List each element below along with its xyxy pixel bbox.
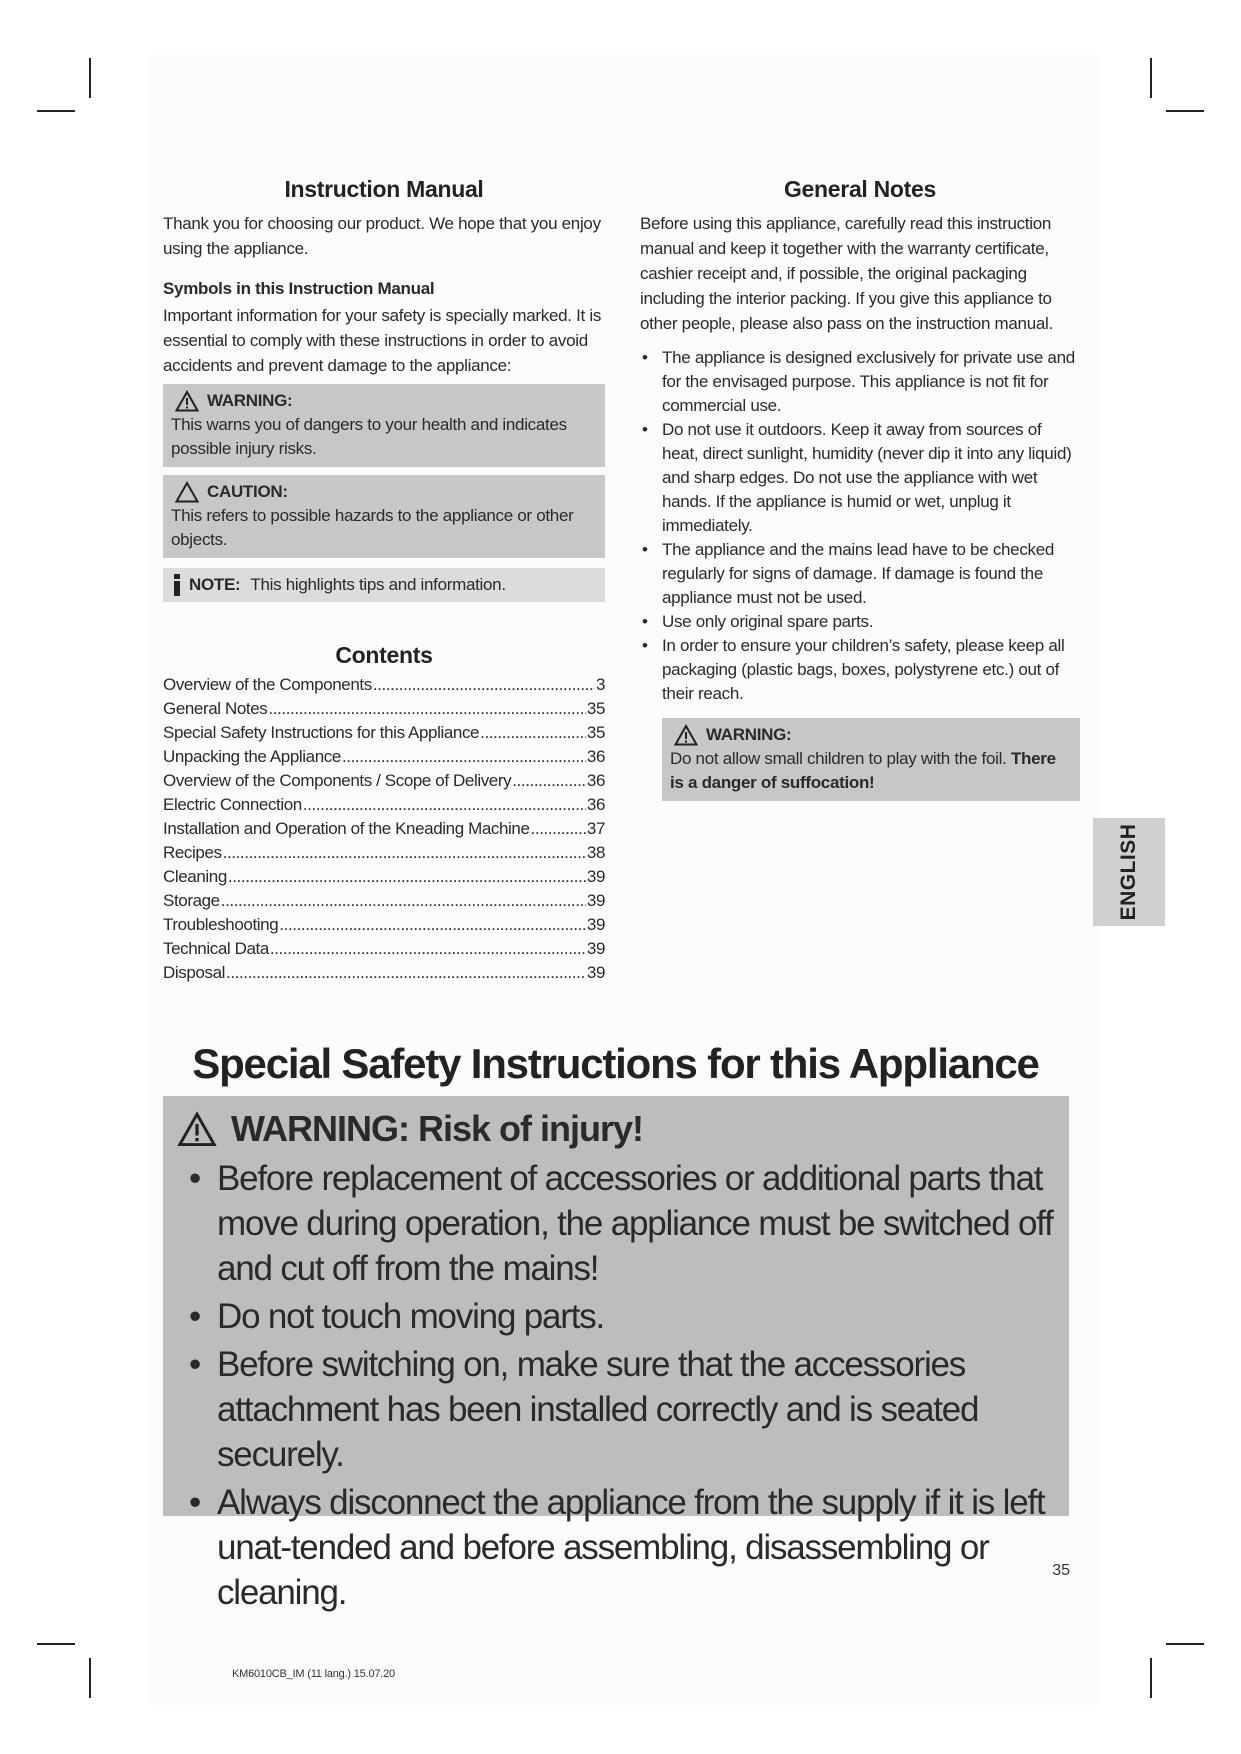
toc-entry[interactable] [163, 889, 605, 913]
crop-mark [89, 1658, 91, 1698]
warning-text: Do not allow small children to play with the foil. [670, 749, 1007, 768]
list-item: • Before switching on, make sure that the accessories attachment has been installed correctly and is seated securely. [177, 1342, 1055, 1477]
toc-entry-title: General Notes [163, 699, 268, 718]
warning-triangle-icon [674, 724, 698, 746]
toc-entry-title: Storage [163, 891, 220, 910]
toc-entry[interactable] [163, 937, 605, 961]
toc-entry-page: 35 [586, 723, 605, 742]
toc-entry-page: 38 [586, 843, 605, 862]
toc-entry-title: Overview of the Components / Scope of Delivery [163, 771, 512, 790]
toc-leader [221, 889, 586, 913]
list-item: • Do not touch moving parts. [177, 1294, 1055, 1339]
toc-leader [531, 817, 586, 841]
symbols-heading: Symbols in this Instruction Manual [163, 279, 435, 298]
caution-text: This refers to possible hazards to the appliance or other objects. [171, 506, 574, 549]
list-item: • In order to ensure your children’s safety, please keep all packaging (plastic bags, boxes, polystyrene etc.) out of their reach. [640, 634, 1080, 706]
toc-entry-page: 36 [586, 771, 605, 790]
toc-entry-title: Recipes [163, 843, 222, 862]
toc-entry-title: Special Safety Instructions for this Appliance [163, 723, 480, 742]
right-column [640, 176, 1080, 801]
toc-leader [303, 793, 586, 817]
warning-triangle-icon [175, 390, 199, 412]
toc-leader [223, 841, 586, 865]
toc-entry-title: Unpacking the Appliance [163, 747, 341, 766]
toc-leader [480, 721, 586, 745]
toc-entry[interactable] [163, 817, 605, 841]
toc-leader [373, 673, 595, 697]
toc-entry[interactable] [163, 841, 605, 865]
toc-entry[interactable] [163, 745, 605, 769]
toc-leader [268, 697, 585, 721]
contents-title: Contents [335, 642, 433, 668]
crop-mark [89, 58, 91, 98]
toc-leader [342, 745, 586, 769]
toc-entry-page: 3 [595, 675, 605, 694]
warning-box [163, 384, 605, 467]
toc-entry-page: 39 [586, 867, 605, 886]
symbols-text: Important information for your safety is specially marked. It is essential to comply with these instructions in order to avoid accidents and prevent damage to the appliance: [163, 306, 602, 375]
toc-entry-title: Technical Data [163, 939, 269, 958]
toc-entry-page: 39 [586, 915, 605, 934]
toc-entry-page: 39 [586, 891, 605, 910]
toc-entry-page: 36 [586, 747, 605, 766]
language-tab [1093, 818, 1165, 926]
toc-entry-title: Cleaning [163, 867, 227, 886]
toc-entry-title: Electric Connection [163, 795, 302, 814]
general-notes-intro: Before using this appliance, carefully read this instruction manual and keep it together with the warranty certificate, cashier receipt and, if possible, the original packaging including the interior packing. If you give this appliance to other people, please also pass on the instruction manual. [640, 214, 1053, 333]
warning-text: This warns you of dangers to your health and indicates possible injury risks. [171, 415, 567, 458]
crop-mark [1166, 1643, 1204, 1645]
instruction-manual-title: Instruction Manual [284, 176, 484, 202]
toc-entry[interactable] [163, 961, 605, 985]
toc-entry-page: 39 [586, 963, 605, 982]
caution-label: CAUTION: [207, 482, 288, 501]
toc-entry-title: Disposal [163, 963, 225, 982]
toc-entry[interactable] [163, 697, 605, 721]
info-icon [171, 574, 183, 596]
list-item: • Always disconnect the appliance from the supply if it is left unat-tended and before assembling, disassembling or cleaning. [177, 1480, 1055, 1615]
crop-mark [37, 1643, 75, 1645]
crop-mark [1166, 110, 1204, 112]
print-footer: KM6010CB_IM (11 lang.) 15.07.20 [232, 1668, 395, 1680]
crop-mark [1150, 58, 1152, 98]
warning-emphasis: There is a danger of suffocation! [670, 749, 1056, 792]
safety-list [177, 1156, 1055, 1615]
crop-mark [1150, 1658, 1152, 1698]
toc-leader [228, 865, 586, 889]
list-item: • Use only original spare parts. [640, 610, 1080, 634]
toc-entry-title: Installation and Operation of the Kneading Machine [163, 819, 530, 838]
warning-triangle-icon [177, 1111, 217, 1147]
toc-leader [226, 961, 586, 985]
note-text: This highlights tips and information. [250, 575, 506, 594]
list-item: • The appliance and the mains lead have to be checked regularly for signs of damage. If damage is found the appliance must not be used. [640, 538, 1080, 610]
list-item: • Before replacement of accessories or additional parts that move during operation, the appliance must be switched off and cut off from the mains! [177, 1156, 1055, 1291]
intro-text: Thank you for choosing our product. We hope that you enjoy using the appliance. [163, 214, 601, 258]
note-label: NOTE: [189, 575, 241, 594]
toc-entry[interactable] [163, 673, 605, 697]
left-column [163, 176, 605, 985]
toc-entry[interactable] [163, 721, 605, 745]
list-item: • The appliance is designed exclusively for private use and for the envisaged purpose. This appliance is not fit for commercial use. [640, 346, 1080, 418]
toc-entry-page: 39 [586, 939, 605, 958]
toc-entry[interactable] [163, 865, 605, 889]
warning-label: WARNING: [706, 725, 792, 744]
toc-leader [512, 769, 586, 793]
note-box [163, 568, 605, 602]
toc-entry[interactable] [163, 769, 605, 793]
suffocation-warning-box [662, 718, 1080, 801]
toc-entry-page: 36 [586, 795, 605, 814]
toc-entry-page: 35 [586, 699, 605, 718]
toc-entry-title: Overview of the Components [163, 675, 372, 694]
page-number: 35 [1052, 1562, 1070, 1579]
crop-mark [37, 110, 75, 112]
warning-triangle-icon [175, 481, 199, 503]
toc-entry-title: Troubleshooting [163, 915, 279, 934]
safety-warning-title: WARNING: Risk of injury! [231, 1108, 644, 1149]
general-notes-list [640, 346, 1080, 706]
toc-entry[interactable] [163, 793, 605, 817]
caution-box [163, 475, 605, 558]
toc-entry[interactable] [163, 913, 605, 937]
toc-leader [279, 913, 586, 937]
table-of-contents [163, 673, 605, 985]
language-tab-label: ENGLISH [1117, 823, 1140, 921]
safety-title: Special Safety Instructions for this Appliance [192, 1040, 1039, 1087]
list-item: • Do not use it outdoors. Keep it away from sources of heat, direct sunlight, humidity (never dip it into any liquid) and sharp edges. Do not use the appliance with wet hands. If the appliance is humid or wet, unplug it immediately. [640, 418, 1080, 538]
toc-entry-page: 37 [586, 819, 605, 838]
general-notes-title: General Notes [783, 176, 937, 202]
toc-leader [270, 937, 586, 961]
warning-label: WARNING: [207, 391, 293, 410]
